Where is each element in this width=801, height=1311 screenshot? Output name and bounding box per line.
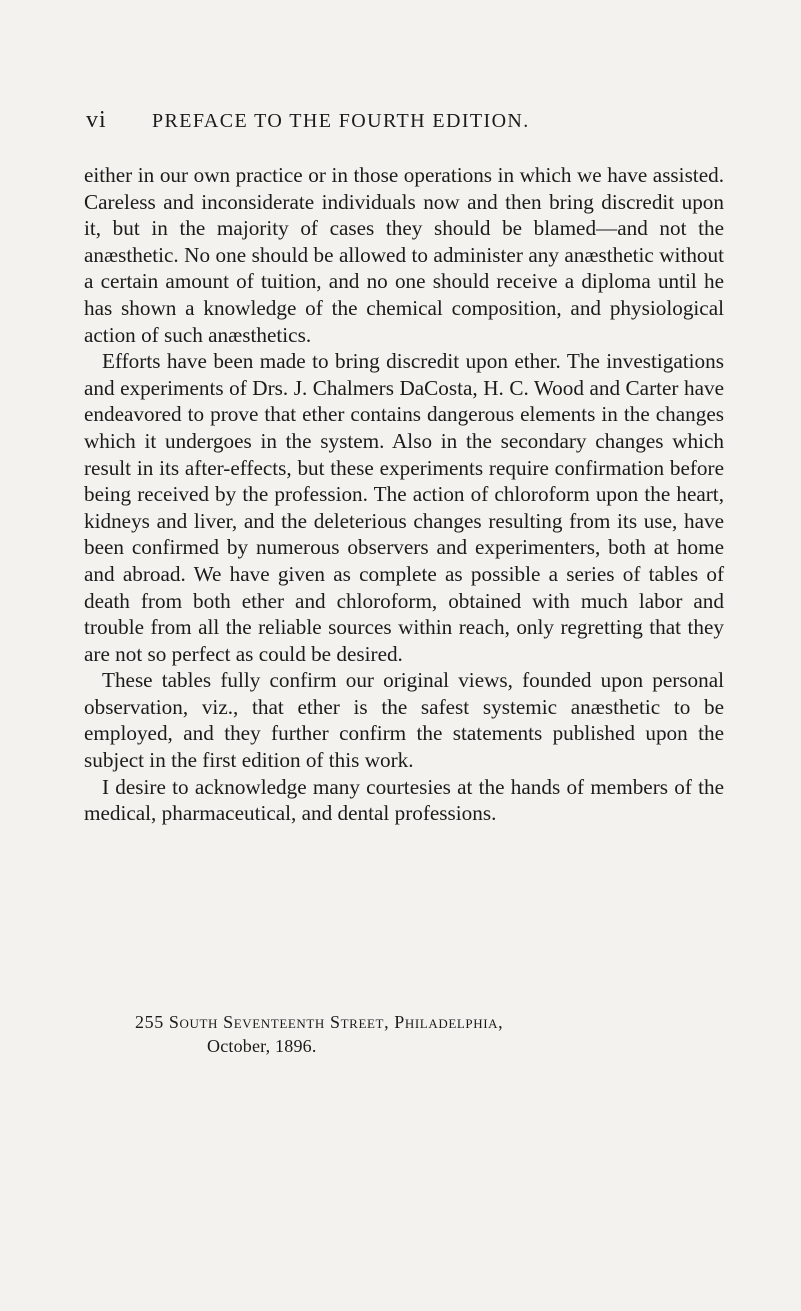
page-number: vi [86, 107, 107, 133]
signature-block [135, 1010, 503, 1058]
preface-body [84, 162, 724, 827]
signature-address: 255 South Seventeenth Street, Philadelphia, [135, 1012, 504, 1032]
paragraph-tables: These tables fully confirm our original views, founded upon personal observation, viz., that ether is the safest systemic anæsthetic to be employed, and they further confirm the statements published upon the subject in the first edition of this work. [84, 668, 724, 773]
paragraph-acknowledgement: I desire to acknowledge many courtesies at the hands of members of the medical, pharmaceutical, and dental professions. [84, 774, 724, 826]
paragraph-continued: either in our own practice or in those operations in which we have assisted. Careless and inconsiderate individuals now and then bring discredit upon it, but in the majority of cases they should be blamed—and not the anæsthetic. No one should be allowed to administer any anæsthetic without a certain amount of tuition, and no one should receive a diploma until he has shown a knowledge of the chemical composition, and physiological action of such anæsthetics. [84, 163, 724, 347]
paragraph-efforts: Efforts have been made to bring discredit upon ether. The investigations and experiments of Drs. J. Chalmers DaCosta, H. C. Wood and Carter have endeavored to prove that ether contains dangerous elements in the changes which it undergoes in the system. Also in the secondary changes which result in its after-effects, but these experiments require confirmation before being received by the profession. The action of chloroform upon the heart, kidneys and liver, and the deleterious changes resulting from its use, have been confirmed by numerous observers and experimenters, both at home and abroad. We have given as complete as possible a series of tables of death from both ether and chloroform, obtained with much labor and trouble from all the reliable sources within reach, only regretting that they are not so perfect as could be desired. [84, 349, 724, 666]
signature-date: October, 1896. [207, 1036, 317, 1056]
running-head: PREFACE TO THE FOURTH EDITION. [152, 110, 530, 132]
page-header [86, 107, 726, 137]
